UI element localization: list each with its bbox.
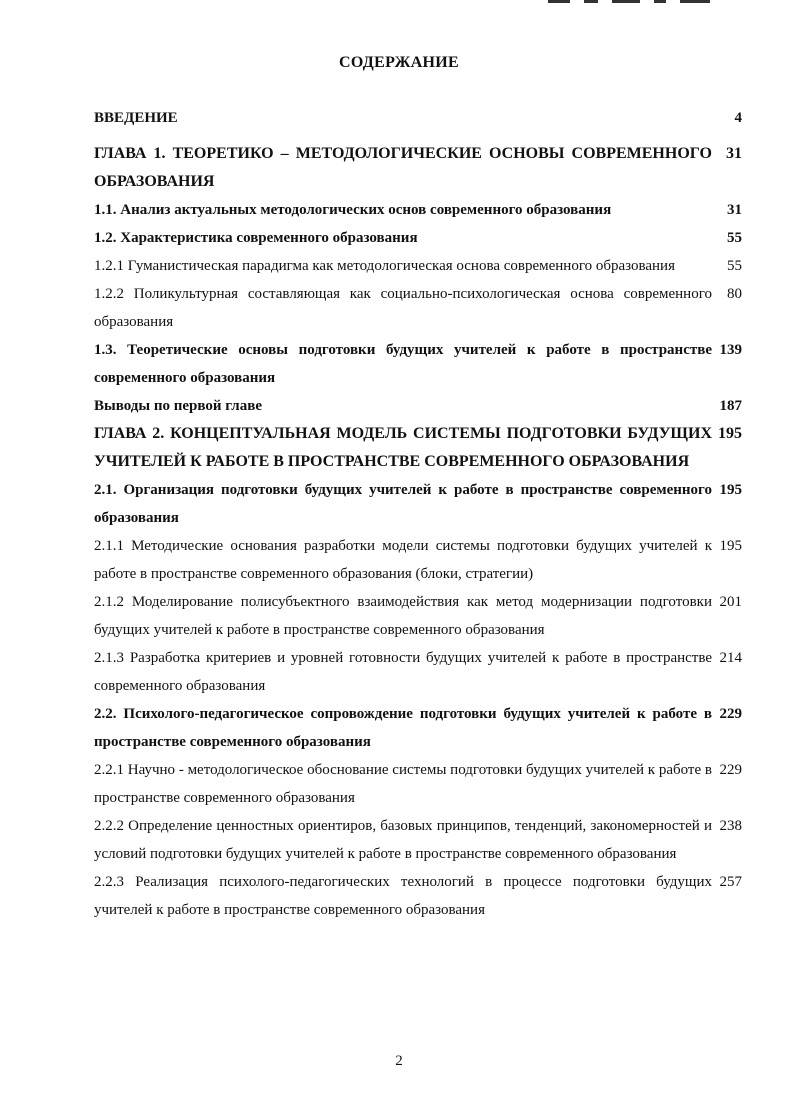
toc-entry-page: 201 (719, 594, 742, 610)
table-of-contents (94, 104, 750, 924)
toc-entry-page: 55 (727, 230, 742, 246)
toc-entry (94, 812, 750, 868)
scan-artifact (584, 0, 598, 3)
toc-entry (94, 392, 750, 420)
toc-entry-page: 214 (719, 650, 742, 666)
toc-entry-title: 1.1. Анализ актуальных методологических основ современного образования (94, 202, 612, 218)
scan-artifact (548, 0, 570, 3)
toc-entry (94, 280, 750, 336)
toc-entry (94, 532, 750, 588)
toc-entry (94, 336, 750, 392)
toc-entry (94, 700, 750, 756)
toc-entry (94, 104, 750, 132)
scan-artifact (654, 0, 666, 3)
toc-entry-page: 80 (727, 286, 742, 302)
toc-entry-title: 2.2.3 Реализация психолого-педагогических технологий в процессе подготовки будущих учителей к работе в пространстве современного образования (94, 874, 712, 918)
toc-entry-title: ГЛАВА 1. ТЕОРЕТИКО – МЕТОДОЛОГИЧЕСКИЕ ОСНОВЫ СОВРЕМЕННОГО ОБРАЗОВАНИЯ (94, 145, 712, 190)
scan-artifact (680, 0, 710, 3)
toc-entry-page: 195 (719, 482, 742, 498)
toc-entry-page: 229 (719, 706, 742, 722)
toc-entry-page: 229 (719, 762, 742, 778)
toc-entry (94, 868, 750, 924)
toc-entry (94, 140, 750, 196)
toc-entry-page: 195 (718, 425, 742, 442)
toc-entry (94, 756, 750, 812)
toc-entry-title: 2.1.2 Моделирование полисубъектного взаимодействия как метод модернизации подготовки будущих учителей к работе в пространстве современного образования (94, 594, 712, 638)
toc-entry (94, 588, 750, 644)
toc-entry (94, 420, 750, 476)
toc-entry-title: 1.3. Теоретические основы подготовки будущих учителей к работе в пространстве современного образования (94, 342, 712, 386)
toc-entry-title: 2.1. Организация подготовки будущих учителей к работе в пространстве современного образования (94, 482, 712, 526)
toc-entry (94, 224, 750, 252)
toc-entry-page: 195 (719, 538, 742, 554)
toc-entry-title: 1.2. Характеристика современного образования (94, 230, 418, 246)
toc-entry-title: 1.2.1 Гуманистическая парадигма как методологическая основа современного образования (94, 258, 675, 274)
toc-entry-title: 2.2. Психолого-педагогическое сопровождение подготовки будущих учителей к работе в пространстве современного образования (94, 706, 712, 750)
toc-entry-page: 55 (727, 258, 742, 274)
toc-entry-page: 257 (719, 874, 742, 890)
toc-entry-title: 2.2.2 Определение ценностных ориентиров, базовых принципов, тенденций, закономерностей и условий подготовки будущих учителей к работе в пространстве современного образования (94, 818, 712, 862)
page-title: СОДЕРЖАНИЕ (338, 54, 460, 71)
toc-entry-page: 31 (726, 145, 742, 162)
toc-entry (94, 644, 750, 700)
toc-entry-title: ВВЕДЕНИЕ (94, 110, 178, 126)
toc-entry-page: 238 (719, 818, 742, 834)
toc-entry-title: 1.2.2 Поликультурная составляющая как социально-психологическая основа современного образования (94, 286, 712, 330)
toc-entry-title: Выводы по первой главе (94, 398, 262, 414)
toc-entry-page: 139 (719, 342, 742, 358)
toc-entry (94, 252, 750, 280)
toc-entry-page: 4 (734, 110, 742, 126)
toc-entry (94, 196, 750, 224)
page-number: 2 (395, 1053, 403, 1069)
toc-entry-title: 2.1.3 Разработка критериев и уровней готовности будущих учителей к работе в пространстве современного образования (94, 650, 712, 694)
toc-entry-title: 2.1.1 Методические основания разработки модели системы подготовки будущих учителей к работе в пространстве современного образования (блоки, стратегии) (94, 538, 712, 582)
toc-entry-page: 187 (719, 398, 742, 414)
scan-artifact (612, 0, 640, 3)
toc-entry (94, 476, 750, 532)
toc-entry-title: ГЛАВА 2. КОНЦЕПТУАЛЬНАЯ МОДЕЛЬ СИСТЕМЫ ПОДГОТОВКИ БУДУЩИХ УЧИТЕЛЕЙ К РАБОТЕ В ПРОСТРАНСТВЕ СОВРЕМЕННОГО ОБРАЗОВАНИЯ (94, 425, 712, 470)
toc-entry-title: 2.2.1 Научно - методологическое обоснование системы подготовки будущих учителей к работе в пространстве современного образования (94, 762, 712, 806)
toc-entry-page: 31 (727, 202, 742, 218)
